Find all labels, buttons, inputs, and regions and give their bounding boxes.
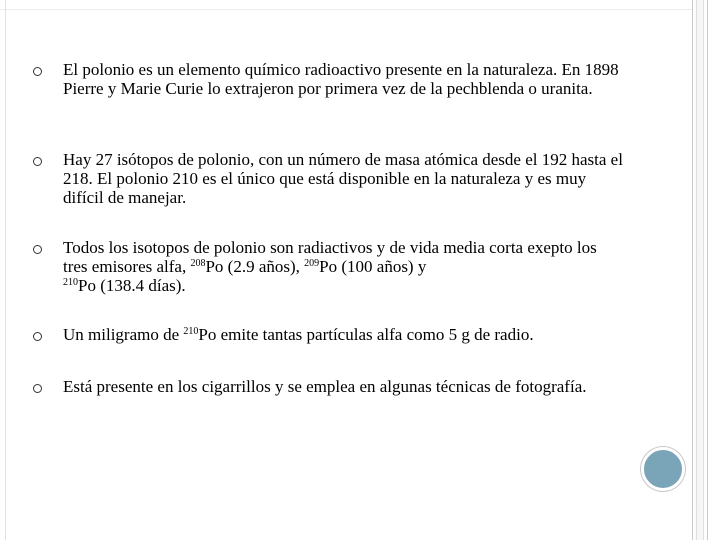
bullet-marker-icon [32, 330, 44, 342]
mass-number: 208 [190, 258, 206, 269]
bullet-text-part: Un miligramo de [63, 325, 184, 344]
decorative-circle [641, 447, 685, 491]
mass-number: 210 [63, 277, 78, 288]
mass-number: 209 [304, 258, 320, 269]
bullet-text [63, 238, 623, 295]
bullet-text-part: Po emite tantas partículas alfa como 5 g de radio. [198, 325, 534, 344]
bullet-marker-icon [32, 155, 44, 167]
bullet-text: Hay 27 isótopos de polonio, con un número de masa atómica desde el 192 hasta el 218. El polonio 210 es el único que está disponible en la naturaleza y es muy difícil de manejar. [63, 150, 623, 207]
bullet-text-part: Todos los isotopos de polonio son radiactivos y de vida media corta exepto los tres emisores alfa, [63, 238, 597, 276]
bullet-text: El polonio es un elemento químico radioactivo presente en la naturaleza. En 1898 Pierre y Marie Curie lo extrajeron por primera vez de la pechblenda o uranita. [63, 60, 619, 98]
bullet-text-part: Po (2.9 años), [205, 257, 305, 276]
bullet-text-part: Po (138.4 días). [78, 276, 186, 295]
top-divider [0, 0, 692, 10]
bullet-text [63, 325, 623, 344]
bullet-text-part: Po (100 años) y [319, 257, 427, 276]
right-decorative-border [692, 0, 708, 540]
bullet-marker-icon [32, 65, 44, 77]
bullet-marker-icon [32, 382, 44, 394]
mass-number: 210 [183, 326, 199, 337]
bullet-marker-icon [32, 243, 44, 255]
left-divider [0, 0, 6, 540]
bullet-text: Está presente en los cigarrillos y se emplea en algunas técnicas de fotografía. [63, 377, 587, 396]
